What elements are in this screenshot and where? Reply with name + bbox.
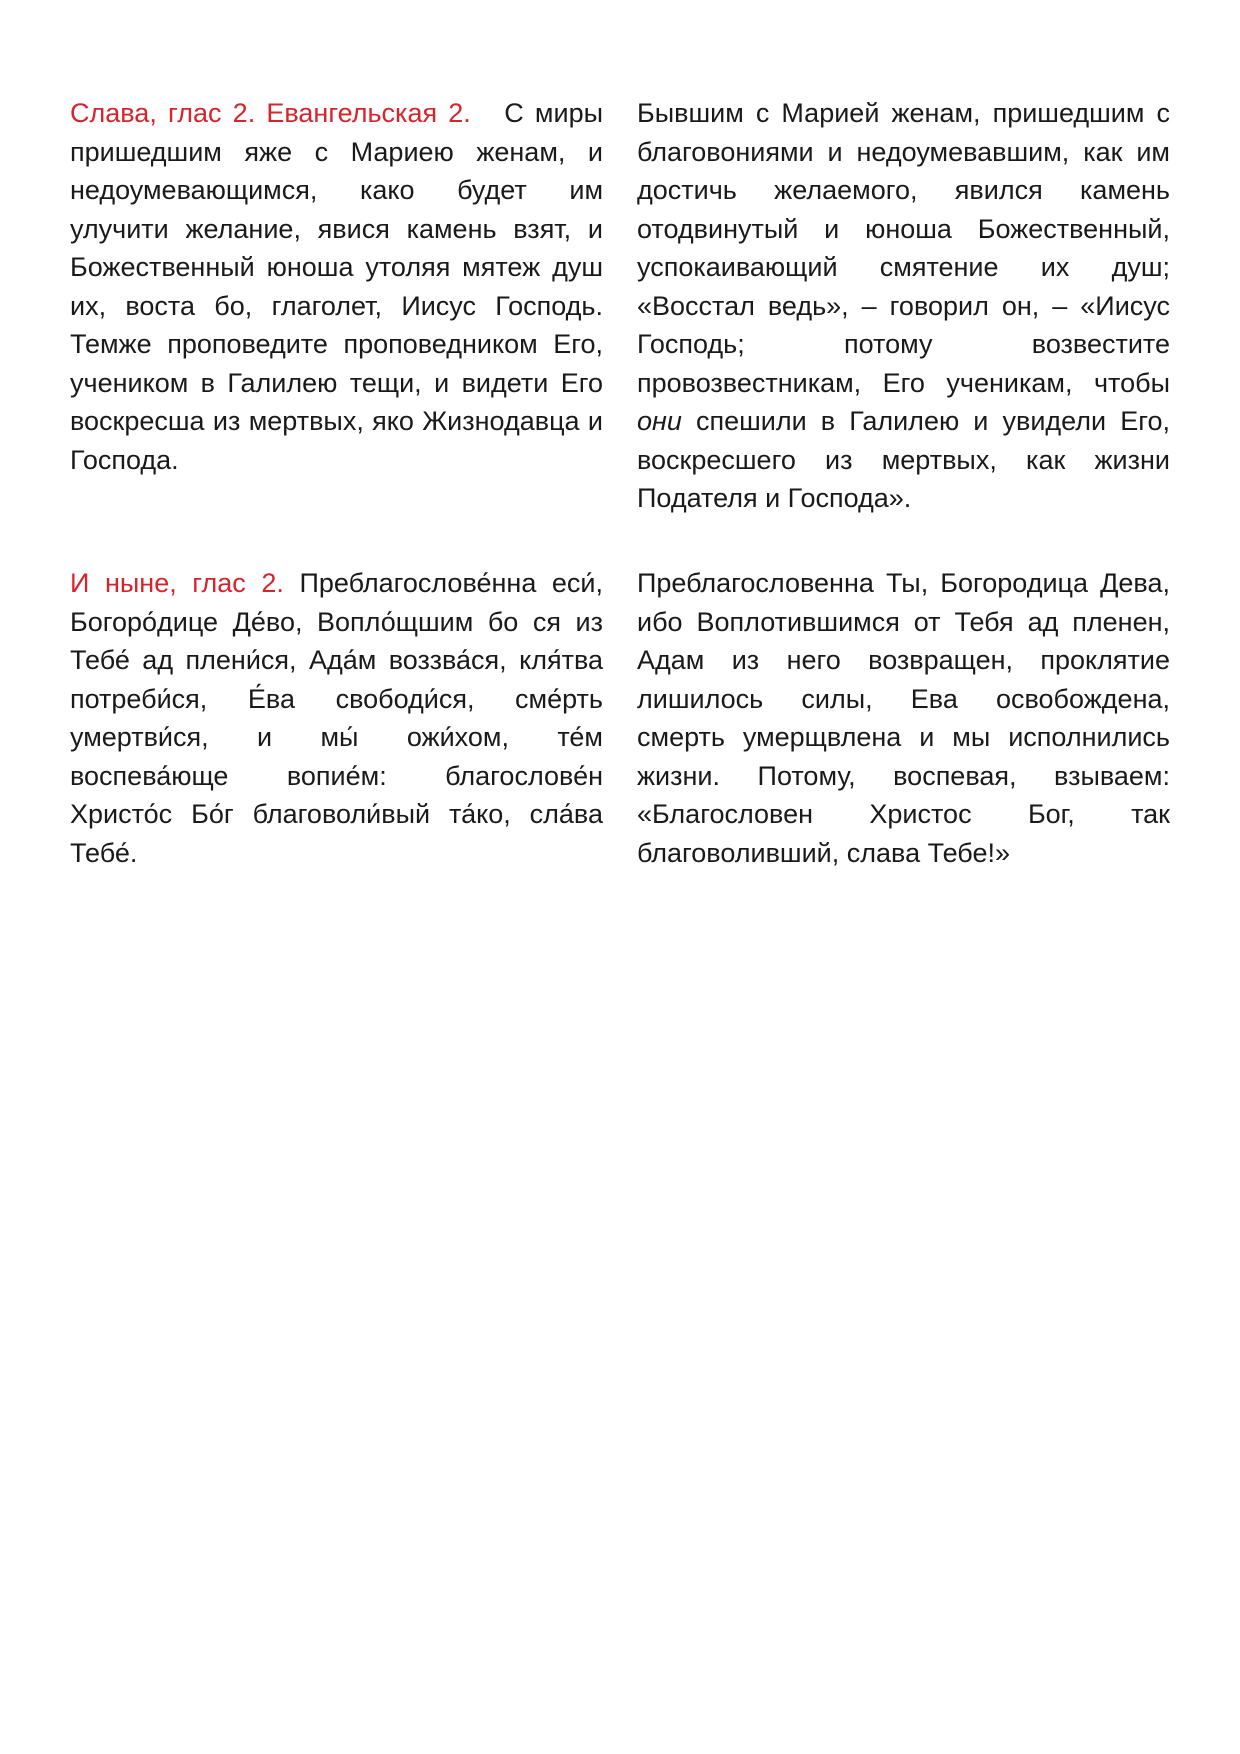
hymn-row-gospel-sticheron: [70, 94, 1170, 518]
russian-column: [637, 94, 1170, 518]
russian-text: Преблагословенна Ты, Богородица Дева, ибо Воплотившимся от Тебя ад пленен, Адам из него возвращен, проклятие лишилось силы, Ева освобождена, смерть умерщвлена и мы исполнились жизни. Потому, воспевая, взываем: «Благословен Христос Бог, так благоволивший, слава Тебе!»: [637, 568, 1170, 868]
russian-text-part: спешили в Галилею и увидели Его, воскресшего из мертвых, как жизни Подателя и Господа».: [637, 406, 1170, 513]
hymn-row-theotokion: [70, 564, 1170, 872]
russian-text-italic: они: [637, 406, 682, 436]
slavonic-text: С миры пришедшим яже с Мариею женам, и недоумевающимся, како будет им улучити желание, явися камень взят, и Божественный юноша утоляя мятеж душ их, воста бо, глаголет, Иисус Господь. Темже проповедите проповедником Его, учеником в Галилею тещи, и видети Его воскресша из мертвых, яко Жизнодавца и Господа.: [70, 98, 603, 475]
russian-column: [637, 564, 1170, 872]
rubric-label: Слава, глас 2. Евангельская 2.: [70, 98, 471, 128]
rubric-label: И ныне, глас 2.: [70, 568, 284, 598]
russian-text-part: Бывшим с Марией женам, пришедшим с благовониями и недоумевавшим, как им достичь желаемого, явился камень отодвинутый и юноша Божественный, успокаивающий смятение их душ; «Восстал ведь», – говорил он, – «Иисус Господь; потому возвестите провозвестникам, Его ученикам, чтобы: [637, 98, 1170, 398]
slavonic-column: [70, 564, 603, 872]
slavonic-column: [70, 94, 603, 518]
slavonic-text: Преблагослове́нна еси́, Богоро́дице Де́во, Вопло́щшим бо ся из Тебе́ ад плени́ся, Ада́м воззва́ся, кля́тва потреби́ся, Е́ва свободи́ся, сме́рть умертви́ся, и мы́ ожи́хом, те́м воспева́юще вопие́м: благослове́н Христо́с Бо́г благоволи́вый та́ко, сла́ва Тебе́.: [70, 568, 603, 868]
